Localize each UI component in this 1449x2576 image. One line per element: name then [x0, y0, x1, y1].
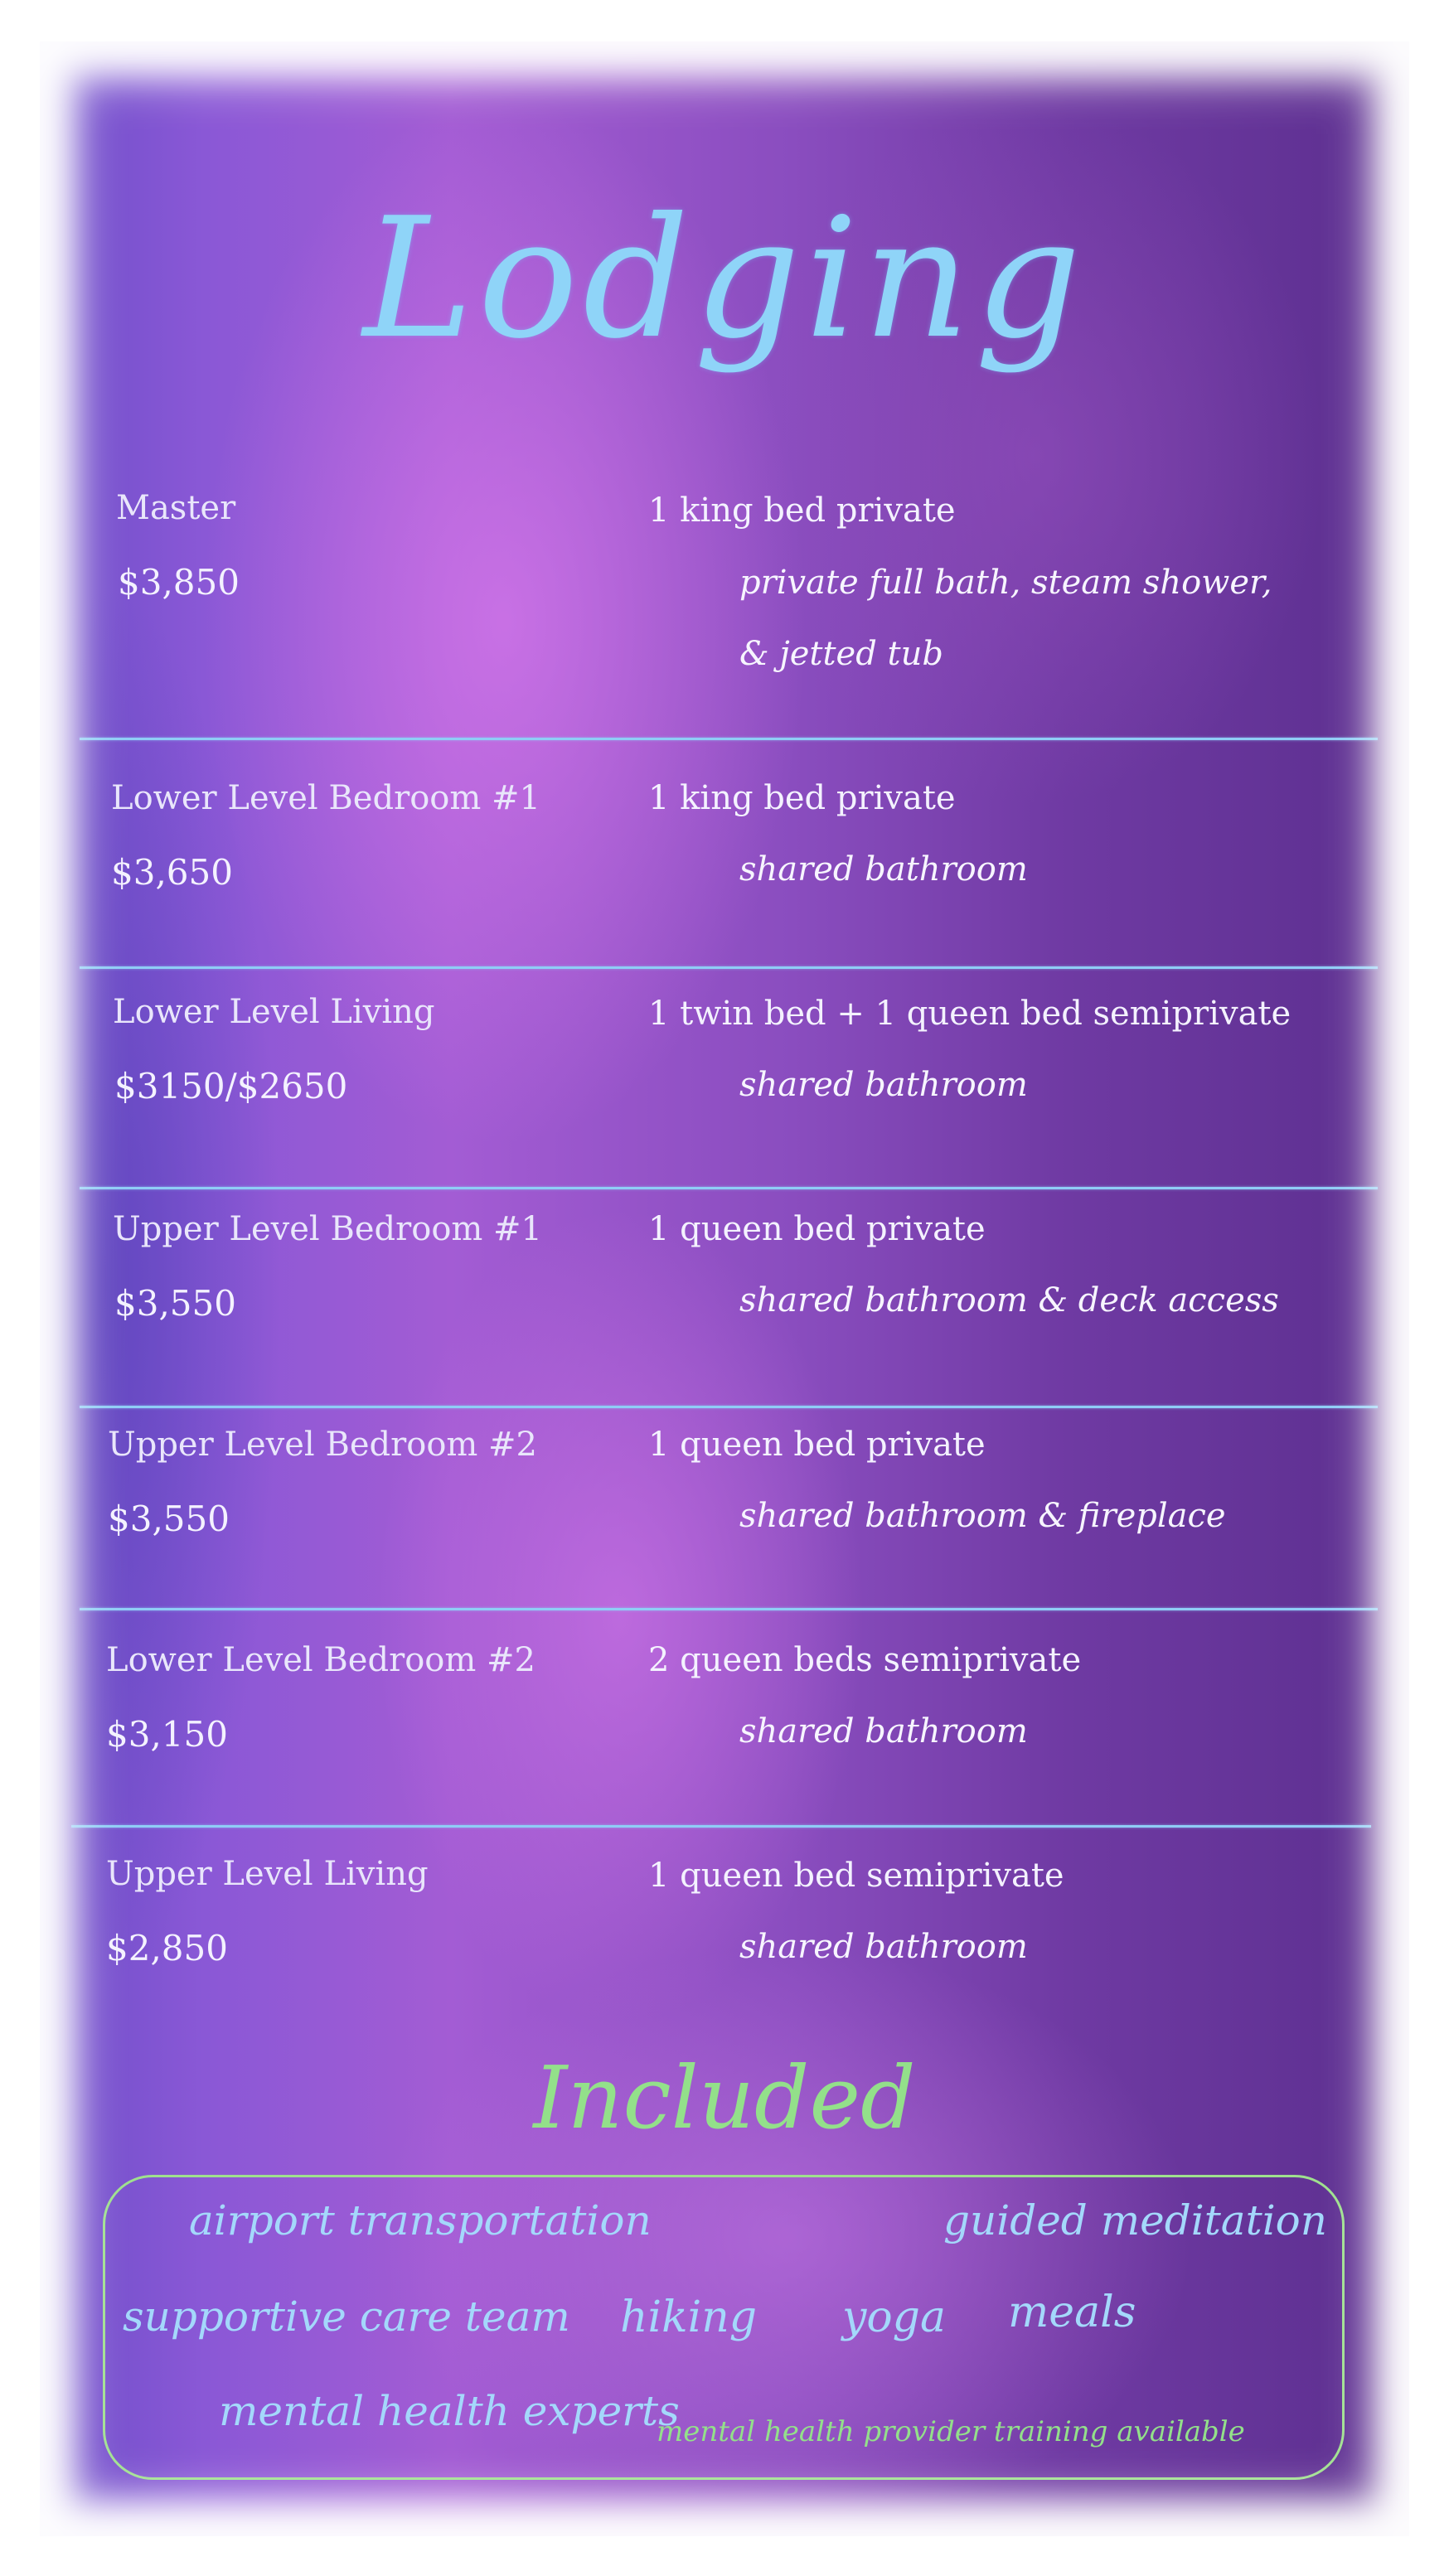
room-note: shared bathroom	[739, 850, 1028, 889]
room-price: $3150/$2650	[114, 1066, 348, 1106]
room-name: Lower Level Bedroom #2	[106, 1641, 536, 1679]
room-bed: 1 twin bed + 1 queen bed semiprivate	[648, 995, 1292, 1033]
included-item: mental health experts	[219, 2387, 680, 2435]
room-name: Upper Level Bedroom #1	[113, 1210, 543, 1248]
divider	[80, 1406, 1378, 1408]
room-price: $3,550	[114, 1283, 236, 1324]
room-price: $2,850	[106, 1928, 228, 1968]
room-name: Upper Level Bedroom #2	[108, 1426, 538, 1464]
room-bed: 2 queen beds semiprivate	[648, 1641, 1082, 1679]
included-item: airport transportation	[189, 2196, 652, 2244]
room-bed: 1 queen bed private	[648, 1426, 986, 1464]
room-note: shared bathroom & deck access	[739, 1281, 1279, 1319]
room-note: shared bathroom	[739, 1066, 1028, 1104]
room-price: $3,850	[118, 562, 240, 603]
room-bed: 1 king bed private	[648, 779, 956, 817]
room-price: $3,550	[108, 1499, 230, 1539]
divider	[80, 966, 1378, 969]
room-name: Master	[116, 489, 236, 527]
included-item: supportive care team	[123, 2293, 570, 2341]
divider	[71, 1825, 1371, 1828]
room-name: Lower Level Living	[113, 993, 435, 1031]
divider	[80, 1608, 1378, 1610]
room-note: shared bathroom & fireplace	[739, 1497, 1226, 1535]
room-note-2: & jetted tub	[739, 635, 943, 673]
lodging-poster	[40, 41, 1409, 2536]
room-price: $3,150	[106, 1714, 228, 1755]
room-price: $3,650	[111, 852, 233, 893]
divider	[80, 1187, 1378, 1189]
included-title: Included	[533, 2047, 916, 2148]
included-item: hiking	[620, 2293, 758, 2342]
room-name: Lower Level Bedroom #1	[111, 779, 540, 817]
page-title: Lodging	[362, 182, 1087, 375]
room-note: shared bathroom	[739, 1928, 1028, 1966]
divider	[80, 738, 1378, 740]
included-item: yoga	[842, 2293, 946, 2342]
room-name: Upper Level Living	[106, 1855, 429, 1893]
included-item-training: mental health provider training available	[657, 2415, 1245, 2448]
room-bed: 1 queen bed private	[648, 1210, 986, 1248]
room-bed: 1 queen bed semiprivate	[648, 1857, 1064, 1895]
included-item: meals	[1008, 2288, 1136, 2337]
included-item: guided meditation	[943, 2196, 1327, 2244]
room-bed: 1 king bed private	[648, 491, 956, 530]
room-note: private full bath, steam shower,	[739, 564, 1272, 602]
room-note: shared bathroom	[739, 1712, 1028, 1750]
